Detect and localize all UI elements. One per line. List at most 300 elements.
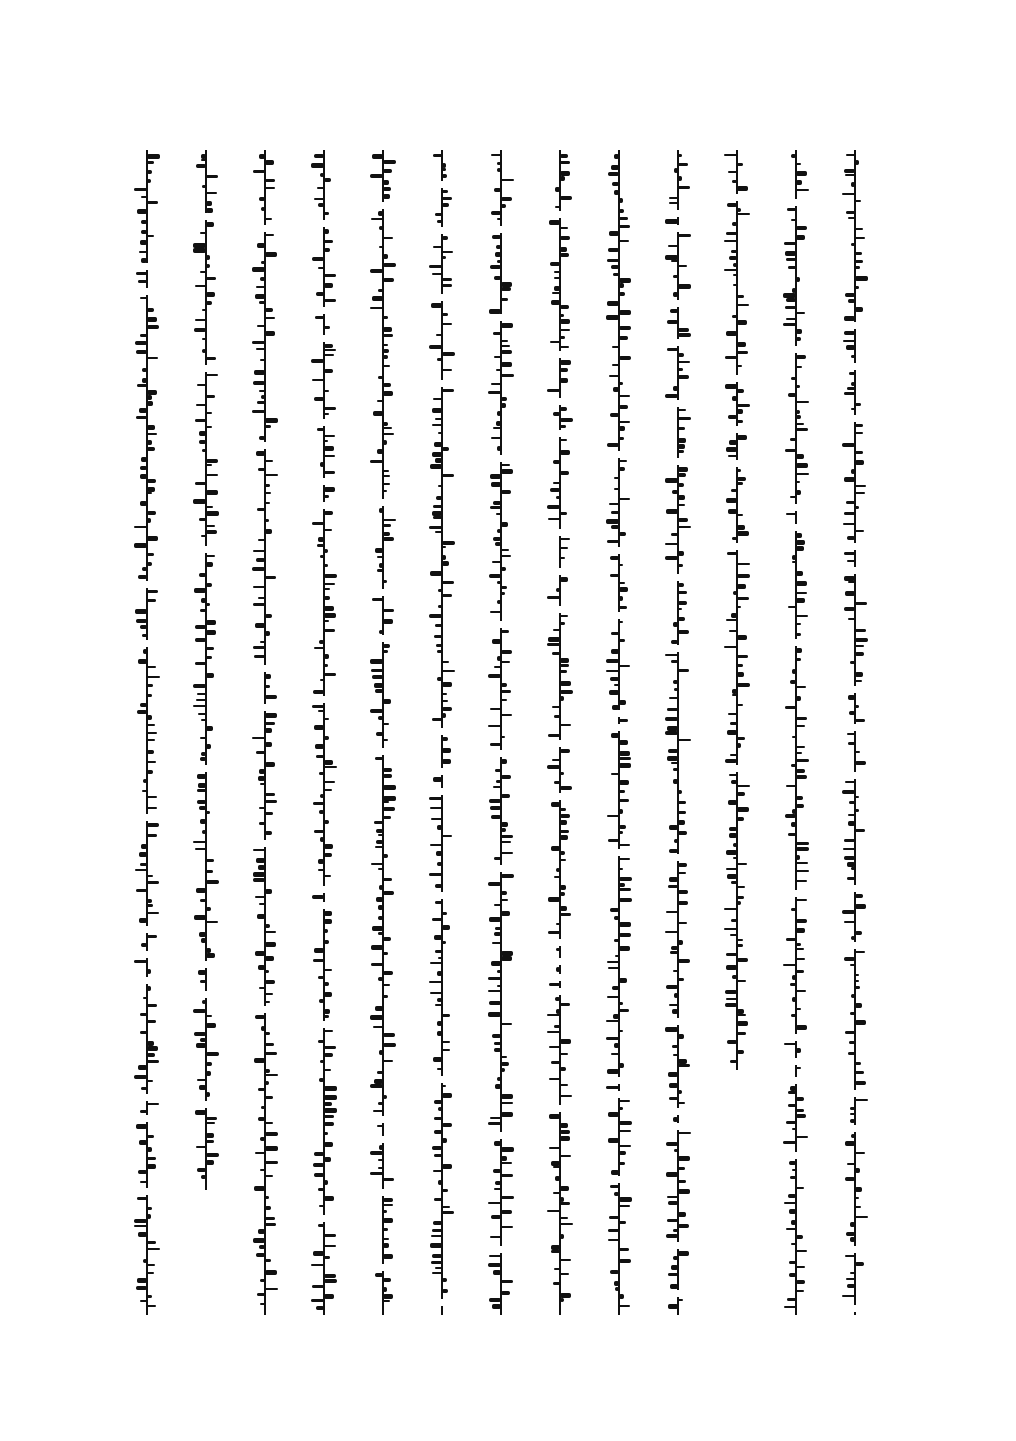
- script-stroke: [787, 1298, 796, 1301]
- script-stroke: [501, 1291, 510, 1295]
- script-stroke: [619, 825, 626, 829]
- script-stroke: [376, 732, 383, 736]
- script-stroke: [436, 334, 442, 336]
- script-stroke: [383, 344, 388, 346]
- script-stroke: [733, 263, 737, 267]
- script-stroke: [140, 1300, 147, 1302]
- script-stroke: [437, 650, 442, 653]
- script-stroke: [560, 615, 568, 617]
- script-stroke: [678, 564, 683, 567]
- script-stroke: [560, 425, 566, 428]
- script-stroke: [324, 766, 337, 768]
- script-stroke: [442, 670, 455, 672]
- script-stroke: [383, 995, 388, 998]
- script-stroke: [318, 859, 324, 864]
- script-stroke: [501, 204, 506, 208]
- script-stroke: [796, 481, 800, 483]
- script-stroke: [261, 395, 265, 399]
- script-stroke: [137, 209, 147, 214]
- script-stroke: [496, 513, 501, 515]
- script-stroke: [796, 958, 805, 960]
- script-stroke: [851, 1134, 855, 1138]
- script-stroke: [501, 350, 512, 354]
- script-stroke: [139, 408, 147, 413]
- script-stroke: [375, 548, 383, 553]
- script-stroke: [855, 809, 859, 812]
- script-stroke: [560, 227, 568, 229]
- script-stroke: [551, 1250, 560, 1253]
- script-stroke: [265, 1217, 275, 1220]
- script-stroke: [195, 419, 206, 422]
- word-space: [604, 612, 634, 619]
- script-stroke: [442, 313, 448, 316]
- script-stroke: [844, 552, 855, 555]
- script-stroke: [206, 412, 212, 414]
- script-stroke: [147, 899, 152, 903]
- script-stroke: [265, 800, 277, 803]
- script-stroke: [491, 437, 501, 439]
- word-space: [663, 1123, 693, 1130]
- script-stroke: [737, 208, 741, 212]
- script-stroke: [206, 357, 216, 360]
- script-stroke: [377, 400, 383, 402]
- script-stroke: [435, 884, 442, 888]
- script-stroke: [789, 1161, 796, 1165]
- script-stroke: [442, 251, 453, 253]
- script-stroke: [490, 806, 501, 810]
- script-stroke: [665, 394, 678, 398]
- column-stem: [323, 150, 325, 1315]
- script-stroke: [372, 675, 383, 679]
- script-stroke: [253, 381, 265, 385]
- script-stroke: [554, 781, 560, 784]
- script-stroke: [259, 903, 265, 905]
- script-stroke: [731, 780, 737, 784]
- script-stroke: [324, 413, 329, 415]
- script-stroke: [607, 443, 619, 447]
- script-stroke: [678, 940, 683, 945]
- script-stroke: [265, 484, 270, 487]
- script-stroke: [501, 899, 508, 901]
- script-stroke: [678, 163, 688, 166]
- script-stroke: [436, 644, 442, 647]
- script-stroke: [619, 1151, 626, 1155]
- word-space: [840, 885, 870, 892]
- script-stroke: [435, 950, 442, 953]
- script-stroke: [855, 602, 867, 605]
- script-stroke: [433, 154, 442, 157]
- script-stroke: [147, 1020, 156, 1023]
- script-stroke: [855, 460, 864, 465]
- script-stroke: [613, 387, 619, 392]
- script-stroke: [796, 592, 807, 594]
- script-stroke: [737, 320, 747, 325]
- script-stroke: [606, 1037, 619, 1040]
- script-stroke: [197, 1079, 206, 1081]
- script-stroke: [560, 1084, 568, 1086]
- script-stroke: [194, 1032, 206, 1036]
- script-stroke: [383, 1278, 391, 1282]
- script-stroke: [253, 646, 265, 649]
- script-stroke: [442, 713, 446, 718]
- script-stroke: [619, 1107, 623, 1110]
- script-stroke: [737, 958, 748, 962]
- script-stroke: [494, 932, 501, 936]
- script-stroke: [606, 519, 619, 524]
- script-stroke: [370, 174, 383, 178]
- script-stroke: [324, 875, 331, 877]
- script-stroke: [319, 772, 324, 775]
- script-stroke: [850, 1237, 855, 1242]
- script-stroke: [373, 1026, 383, 1028]
- script-stroke: [669, 1097, 678, 1100]
- script-stroke: [442, 1164, 452, 1169]
- script-stroke: [855, 931, 862, 935]
- script-stroke: [442, 561, 449, 566]
- script-stroke: [324, 664, 328, 667]
- text-column-4: [663, 150, 693, 1315]
- script-stroke: [611, 511, 619, 514]
- script-stroke: [324, 736, 329, 740]
- script-stroke: [134, 1075, 147, 1079]
- script-stroke: [560, 1053, 568, 1055]
- script-stroke: [433, 777, 442, 782]
- script-stroke: [560, 835, 568, 840]
- script-stroke: [147, 1080, 153, 1082]
- word-space: [545, 1105, 575, 1112]
- script-stroke: [434, 1198, 442, 1201]
- script-stroke: [206, 603, 210, 606]
- word-space: [545, 740, 575, 747]
- word-space: [309, 502, 339, 509]
- script-stroke: [671, 762, 678, 764]
- script-stroke: [792, 975, 796, 980]
- script-stroke: [855, 451, 863, 454]
- script-stroke: [555, 206, 560, 208]
- script-stroke: [496, 780, 501, 783]
- script-stroke: [140, 501, 147, 506]
- script-stroke: [796, 842, 809, 845]
- script-stroke: [497, 218, 501, 220]
- script-stroke: [198, 713, 206, 715]
- script-stroke: [855, 1003, 862, 1008]
- script-stroke: [265, 1161, 278, 1164]
- script-stroke: [497, 970, 501, 973]
- script-stroke: [737, 563, 750, 565]
- script-stroke: [370, 307, 383, 309]
- column-stem: [736, 150, 738, 1070]
- script-stroke: [560, 407, 567, 411]
- script-stroke: [490, 474, 501, 479]
- script-stroke: [314, 948, 324, 953]
- script-stroke: [324, 1030, 333, 1032]
- script-stroke: [612, 182, 619, 186]
- script-stroke: [265, 218, 272, 220]
- script-stroke: [383, 785, 396, 790]
- script-stroke: [619, 198, 623, 203]
- script-stroke: [790, 1176, 796, 1179]
- script-stroke: [206, 880, 219, 884]
- script-stroke: [560, 161, 570, 164]
- script-stroke: [619, 587, 628, 592]
- script-stroke: [491, 815, 501, 819]
- script-stroke: [265, 460, 273, 462]
- script-stroke: [737, 655, 748, 658]
- script-stroke: [547, 1210, 560, 1212]
- script-stroke: [796, 648, 802, 653]
- script-stroke: [206, 620, 216, 625]
- script-stroke: [193, 1009, 206, 1013]
- script-stroke: [206, 301, 212, 305]
- script-stroke: [796, 943, 801, 946]
- script-stroke: [796, 1280, 805, 1284]
- script-stroke: [732, 537, 737, 540]
- script-stroke: [849, 1041, 855, 1044]
- script-stroke: [855, 761, 866, 765]
- script-stroke: [560, 1298, 564, 1302]
- script-stroke: [619, 460, 627, 462]
- script-stroke: [669, 202, 678, 204]
- script-stroke: [206, 859, 214, 862]
- script-stroke: [136, 889, 147, 892]
- script-stroke: [141, 220, 147, 224]
- script-stroke: [848, 821, 855, 826]
- script-stroke: [726, 998, 737, 1000]
- script-stroke: [786, 513, 796, 515]
- script-stroke: [673, 386, 678, 391]
- script-stroke: [619, 665, 630, 667]
- script-stroke: [726, 619, 737, 621]
- script-stroke: [496, 245, 501, 249]
- script-stroke: [560, 658, 569, 663]
- script-stroke: [855, 1020, 866, 1025]
- script-stroke: [193, 705, 206, 707]
- script-stroke: [608, 1229, 619, 1232]
- script-stroke: [729, 256, 737, 260]
- script-stroke: [383, 383, 391, 387]
- script-stroke: [370, 709, 383, 713]
- script-stroke: [607, 961, 619, 963]
- script-stroke: [614, 1043, 619, 1048]
- script-stroke: [737, 584, 746, 589]
- script-stroke: [845, 1177, 855, 1181]
- word-space: [722, 426, 752, 433]
- script-stroke: [855, 645, 864, 647]
- script-stroke: [796, 329, 802, 334]
- script-stroke: [378, 905, 383, 910]
- script-stroke: [324, 564, 328, 567]
- script-stroke: [135, 869, 147, 871]
- script-stroke: [674, 993, 678, 998]
- script-stroke: [730, 1060, 737, 1063]
- script-stroke: [497, 1077, 501, 1081]
- script-stroke: [206, 222, 214, 227]
- script-stroke: [196, 699, 206, 701]
- script-stroke: [377, 1125, 383, 1127]
- script-stroke: [846, 345, 855, 350]
- script-stroke: [147, 590, 158, 593]
- script-stroke: [792, 561, 796, 563]
- script-stroke: [501, 567, 506, 571]
- script-stroke: [434, 635, 442, 638]
- script-stroke: [851, 182, 855, 187]
- script-stroke: [844, 512, 855, 515]
- script-stroke: [434, 1100, 442, 1104]
- script-stroke: [434, 1130, 442, 1134]
- script-stroke: [318, 203, 324, 207]
- script-stroke: [737, 482, 743, 485]
- script-stroke: [609, 503, 619, 505]
- script-stroke: [493, 501, 501, 505]
- script-stroke: [731, 613, 737, 618]
- script-stroke: [501, 794, 510, 798]
- script-stroke: [855, 1206, 861, 1208]
- script-stroke: [668, 245, 678, 247]
- script-stroke: [619, 1063, 624, 1068]
- script-stroke: [194, 588, 206, 593]
- script-stroke: [737, 574, 750, 578]
- script-stroke: [667, 708, 678, 711]
- script-stroke: [136, 1286, 147, 1290]
- script-stroke: [737, 683, 750, 687]
- script-stroke: [433, 505, 442, 508]
- script-stroke: [783, 1141, 796, 1144]
- script-stroke: [265, 1146, 278, 1151]
- script-stroke: [501, 555, 511, 557]
- script-stroke: [265, 713, 277, 718]
- script-stroke: [324, 781, 335, 783]
- script-stroke: [560, 1067, 566, 1071]
- script-stroke: [495, 1084, 501, 1089]
- word-space: [663, 300, 693, 307]
- script-stroke: [785, 251, 796, 256]
- word-space: [840, 686, 870, 693]
- script-stroke: [260, 1137, 265, 1141]
- script-stroke: [855, 200, 861, 202]
- word-space: [486, 865, 516, 872]
- script-stroke: [614, 1281, 619, 1286]
- script-stroke: [855, 680, 862, 682]
- script-stroke: [796, 775, 807, 779]
- script-stroke: [370, 1084, 383, 1088]
- script-stroke: [796, 473, 809, 475]
- script-stroke: [315, 744, 324, 749]
- script-stroke: [265, 1196, 269, 1199]
- script-stroke: [141, 230, 147, 234]
- script-stroke: [324, 390, 329, 392]
- script-stroke: [265, 308, 273, 312]
- script-stroke: [791, 1014, 796, 1017]
- script-stroke: [726, 965, 737, 970]
- script-stroke: [668, 1273, 678, 1276]
- script-stroke: [317, 544, 324, 547]
- script-stroke: [855, 829, 865, 832]
- script-stroke: [429, 614, 442, 618]
- script-stroke: [729, 630, 737, 632]
- script-stroke: [494, 1188, 501, 1190]
- script-stroke: [851, 867, 855, 870]
- script-stroke: [678, 1064, 690, 1067]
- word-space: [191, 365, 221, 372]
- script-stroke: [560, 885, 566, 890]
- script-stroke: [442, 835, 452, 837]
- script-stroke: [737, 597, 749, 600]
- script-stroke: [442, 546, 446, 548]
- script-stroke: [614, 939, 619, 942]
- script-stroke: [796, 1097, 804, 1101]
- script-stroke: [796, 366, 802, 368]
- word-space: [663, 645, 693, 652]
- script-stroke: [324, 820, 329, 824]
- script-stroke: [731, 881, 737, 884]
- script-stroke: [260, 641, 265, 643]
- script-stroke: [383, 1294, 393, 1299]
- script-stroke: [259, 987, 265, 989]
- script-stroke: [501, 699, 507, 701]
- script-stroke: [678, 669, 689, 672]
- script-stroke: [501, 822, 508, 827]
- script-stroke: [678, 444, 685, 449]
- script-stroke: [844, 607, 855, 611]
- word-space: [722, 765, 752, 772]
- script-stroke: [383, 440, 387, 445]
- script-stroke: [737, 531, 749, 536]
- script-stroke: [666, 911, 678, 913]
- script-stroke: [257, 325, 265, 327]
- script-stroke: [673, 768, 678, 771]
- script-stroke: [383, 160, 396, 164]
- script-stroke: [608, 172, 619, 176]
- script-stroke: [846, 1232, 855, 1236]
- script-stroke: [796, 717, 807, 720]
- script-stroke: [493, 1169, 501, 1173]
- script-stroke: [442, 594, 452, 597]
- script-stroke: [320, 555, 324, 558]
- script-stroke: [147, 676, 160, 678]
- script-stroke: [556, 948, 560, 951]
- script-stroke: [550, 262, 560, 266]
- script-stroke: [501, 1162, 512, 1164]
- script-stroke: [674, 168, 678, 173]
- script-stroke: [147, 1004, 157, 1007]
- script-stroke: [324, 929, 328, 933]
- script-stroke: [147, 536, 158, 541]
- script-stroke: [201, 159, 206, 161]
- word-space: [545, 529, 575, 536]
- script-stroke: [556, 868, 560, 872]
- script-stroke: [324, 440, 328, 442]
- script-stroke: [193, 248, 206, 253]
- script-stroke: [796, 1187, 804, 1189]
- script-stroke: [790, 496, 796, 498]
- script-stroke: [851, 469, 855, 474]
- word-space: [427, 380, 457, 387]
- script-stroke: [372, 926, 383, 931]
- script-stroke: [501, 345, 510, 347]
- script-stroke: [855, 986, 860, 989]
- word-space: [427, 181, 457, 188]
- script-stroke: [312, 522, 324, 525]
- script-stroke: [491, 211, 501, 215]
- script-stroke: [495, 927, 501, 930]
- script-stroke: [855, 751, 860, 753]
- script-stroke: [383, 1287, 387, 1292]
- script-stroke: [432, 718, 442, 721]
- script-stroke: [619, 780, 629, 785]
- script-stroke: [791, 219, 796, 221]
- script-stroke: [665, 717, 678, 721]
- script-stroke: [490, 1117, 501, 1119]
